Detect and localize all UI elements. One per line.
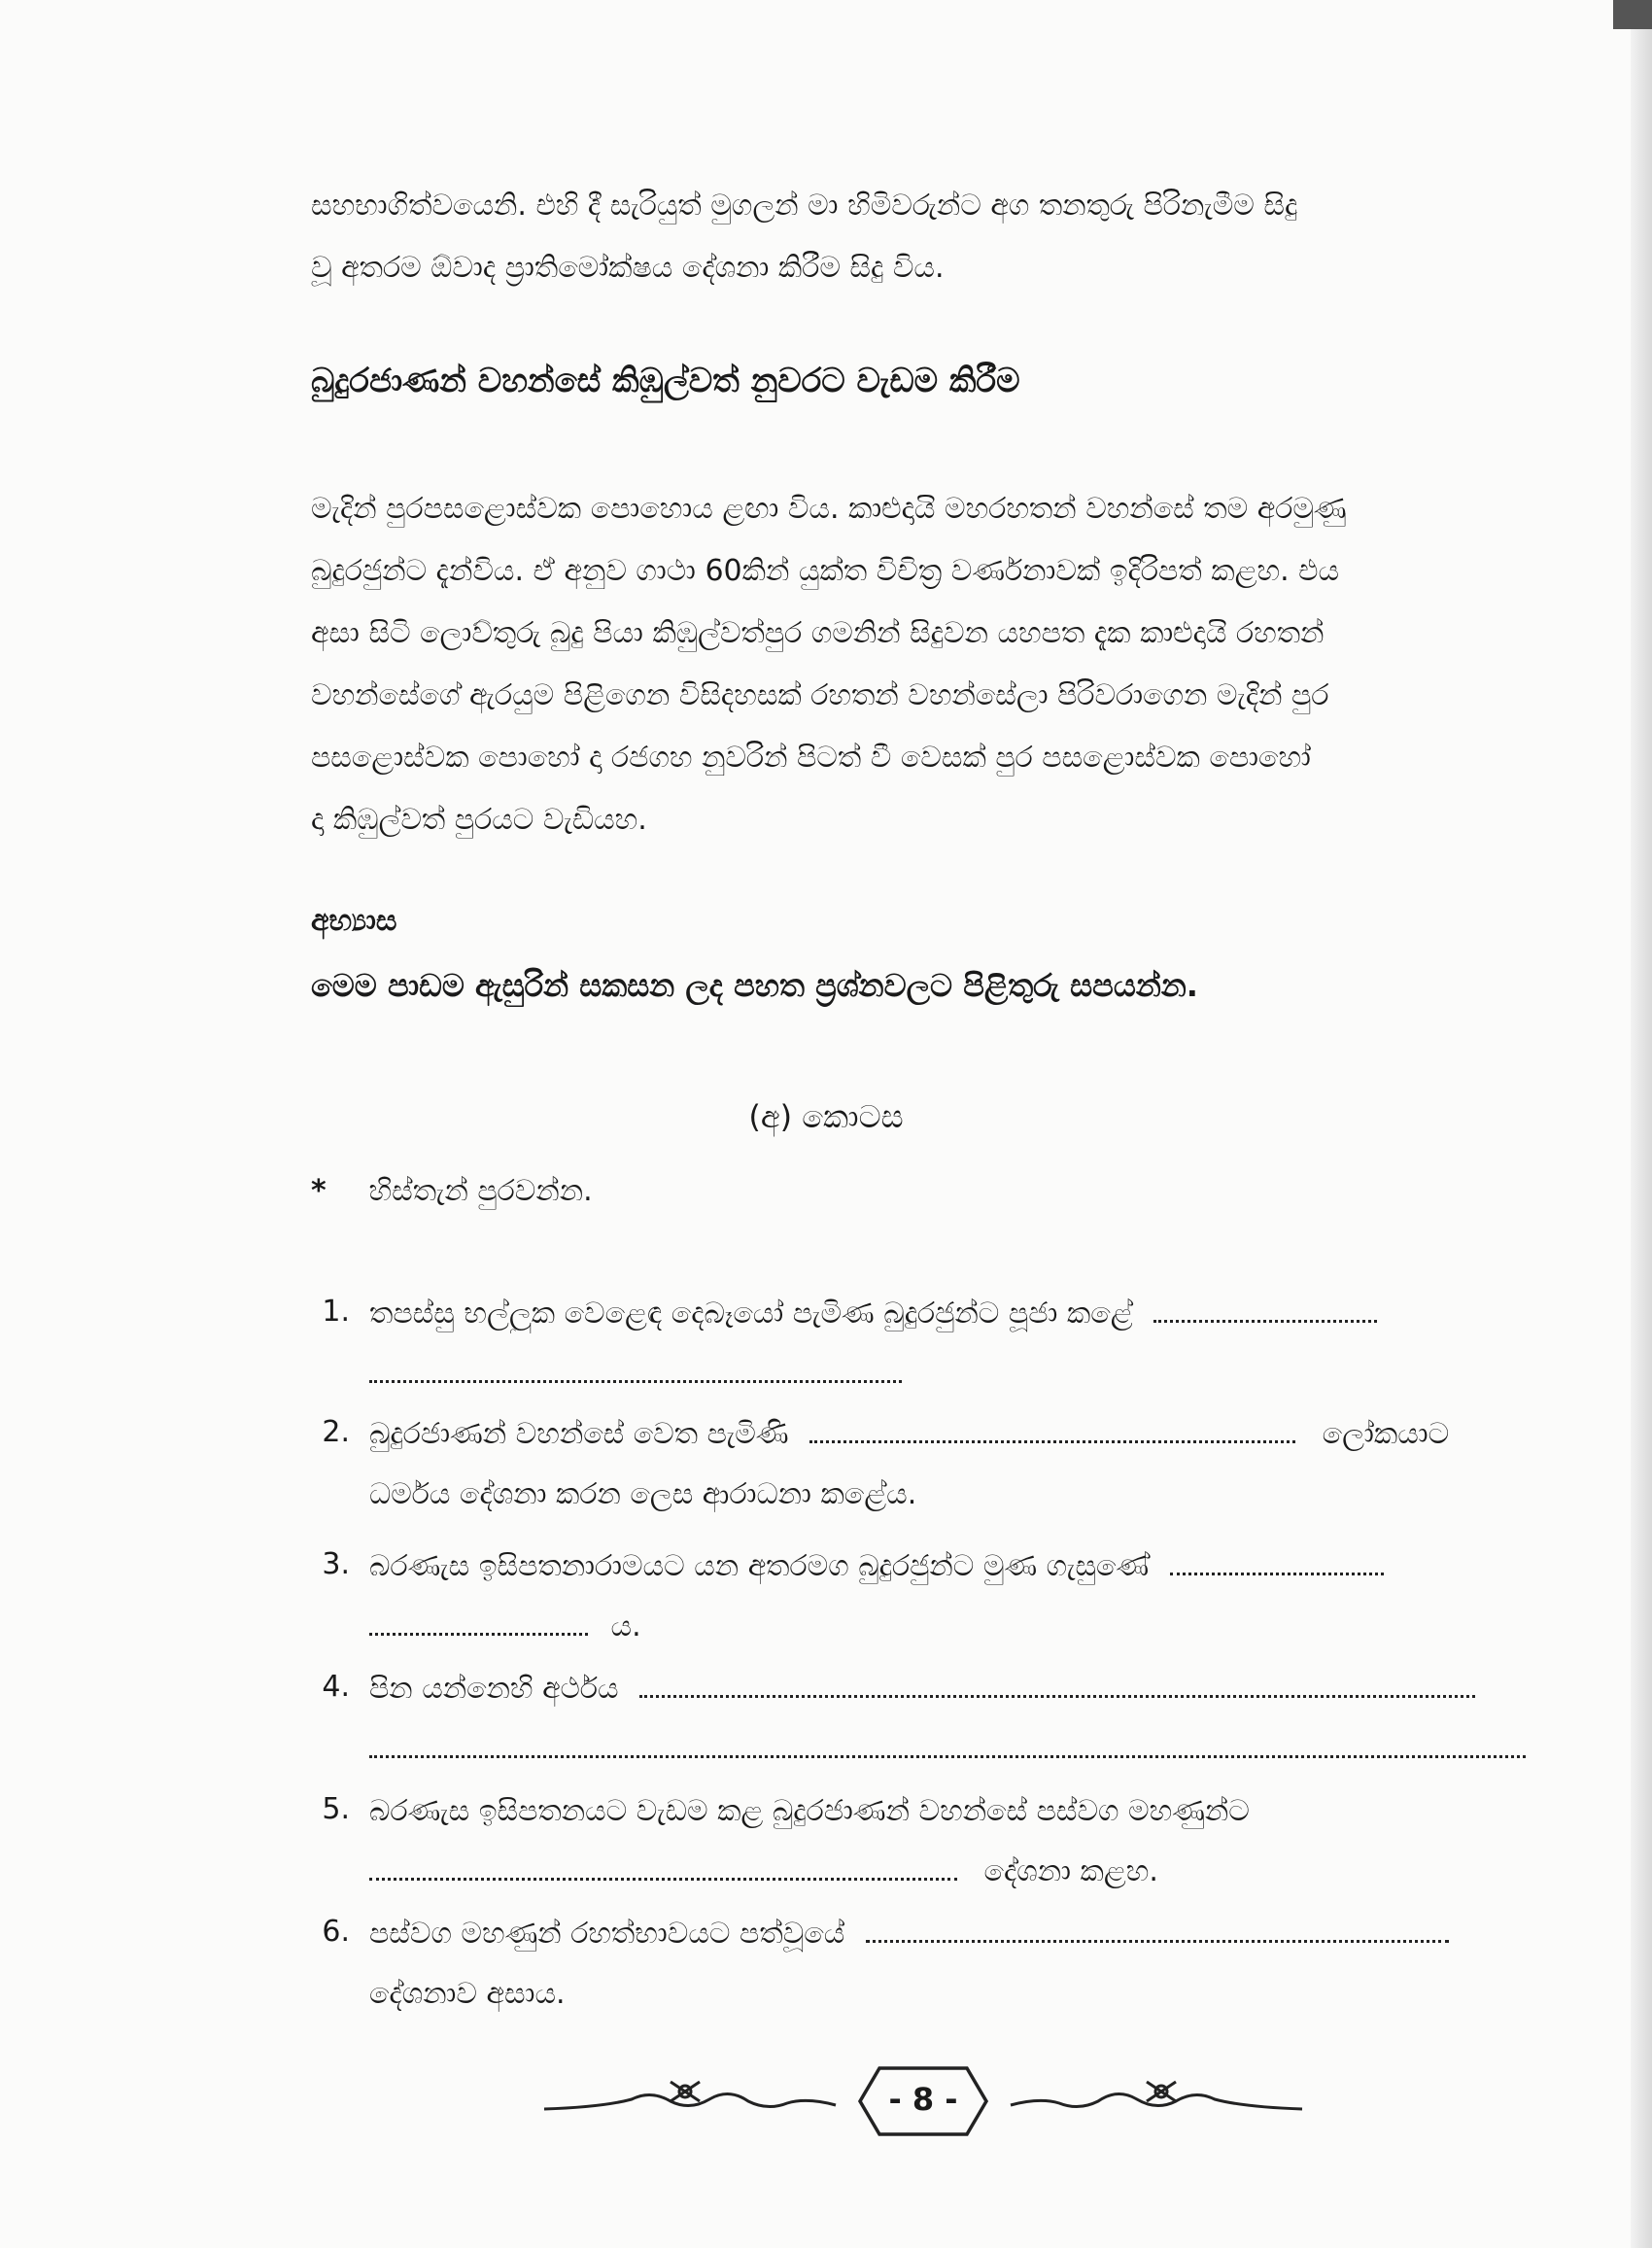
paragraph-line: දා කිඹුල්වත් පුරයට වැඩියහ. bbox=[311, 803, 647, 837]
question-text-after: දේශනා කළහ. bbox=[983, 1854, 1158, 1888]
answer-blank[interactable] bbox=[1153, 1295, 1377, 1323]
answer-blank[interactable] bbox=[369, 1355, 902, 1383]
question-text: ධර්මය දේශනා කරන ලෙස ආරාධනා කළේය. bbox=[369, 1477, 917, 1511]
answer-blank[interactable] bbox=[639, 1670, 1475, 1698]
question-text: දේශනාව අසාය. bbox=[369, 1977, 566, 2011]
page-number: - 8 - bbox=[888, 2081, 958, 2118]
answer-blank[interactable] bbox=[866, 1915, 1449, 1943]
bullet-star: * bbox=[311, 1174, 327, 1208]
answer-blank[interactable] bbox=[369, 1608, 588, 1636]
question-3 bbox=[311, 1547, 1535, 1654]
paragraph-line: වූ අතරම ඕවාද ප්‍රාතිමෝක්ෂය දේශනා කිරීම සිදු විය. bbox=[311, 251, 945, 285]
answer-blank[interactable] bbox=[809, 1415, 1295, 1443]
question-number: 5. bbox=[322, 1792, 350, 1826]
fill-instruction bbox=[311, 1174, 1531, 1208]
intro-paragraph bbox=[311, 175, 1531, 299]
fill-instruction-text: හිස්තැන් පුරවන්න. bbox=[368, 1174, 593, 1208]
question-text: බුදුරජාණන් වහන්සේ වෙත පැමිණි bbox=[369, 1417, 789, 1451]
paragraph-line: අසා සිටි ලොව්තුරු බුදු පියා කිඹුල්වත්පුර ගමනින් සිදුවන යහපත දැක කාළුදායි රහතන් bbox=[311, 616, 1325, 650]
part-heading: (අ) කොටස bbox=[748, 1098, 904, 1135]
question-number: 4. bbox=[322, 1670, 350, 1704]
exercise-label: අභ්‍යාස bbox=[311, 904, 397, 938]
answer-blank[interactable] bbox=[1170, 1547, 1384, 1575]
question-5 bbox=[311, 1792, 1535, 1899]
question-number: 1. bbox=[322, 1295, 350, 1329]
question-number: 3. bbox=[322, 1547, 350, 1581]
paragraph-line: බුදුරජුන්ට දැන්විය. ඒ අනුව ගාථා 60කින් යුක්ත විචිත්‍ර වර්ණනාවක් ඉදිරිපත් කළහ. එය bbox=[311, 554, 1340, 588]
question-text: බරණැස ඉසිපතනාරාමයට යන අතරමග බුදුරජුන්ට මුණ ගැසුණේ bbox=[369, 1549, 1150, 1583]
body-paragraph bbox=[311, 478, 1531, 851]
paragraph-line: පසළොස්වක පොහෝ දා රජගහ නුවරින් පිටත් වී වෙසක් පුර පසළොස්වක පොහෝ bbox=[311, 741, 1311, 775]
section-heading: බුදුරජාණන් වහන්සේ කිඹුල්වත් නුවරට වැඩම කිරීම bbox=[311, 362, 1020, 400]
question-text-after: ලෝකයාට bbox=[1322, 1417, 1450, 1451]
question-1 bbox=[311, 1295, 1535, 1401]
exercise-instruction: මෙම පාඩම ඇසුරින් සකසන ලද පහත ප්‍රශ්නවලට පිළිතුරු සපයන්න. bbox=[311, 967, 1198, 1004]
question-text: පින යන්නෙහි අර්ථය bbox=[369, 1672, 619, 1706]
answer-blank[interactable] bbox=[369, 1852, 957, 1881]
question-2 bbox=[311, 1415, 1535, 1522]
paragraph-line: සහභාගිත්වයෙනි. එහි දී සැරියුත් මුගලන් මා හිමිවරුන්ට අග තනතුරු පිරිනැමීම සිදු bbox=[311, 189, 1298, 223]
question-text: බරණැස ඉසිපතනයට වැඩම කළ බුදුරජාණන් වහන්සේ පස්වග මහණුන්ට bbox=[369, 1794, 1250, 1828]
paragraph-line: මැදින් පුරපසළොස්වක පොහොය ළඟා විය. කාළුදායි මහරහතන් වහන්සේ තම අරමුණු bbox=[311, 492, 1347, 526]
question-6 bbox=[311, 1915, 1535, 2022]
scan-corner bbox=[1613, 0, 1652, 29]
question-text: තපස්සු භල්ලුක වෙළෙඳ දෙබෑයෝ පැමිණ බුදුරජුන්ට පූජා කළේ bbox=[369, 1297, 1133, 1331]
question-text: පස්වග මහණුන් රහත්භාවයට පත්වූයේ bbox=[369, 1917, 845, 1951]
question-4 bbox=[311, 1670, 1535, 1777]
paragraph-line: වහන්සේගේ ඇරයුම පිළිගෙන විසිදහසක් රහතන් වහන්සේලා පිරිවරාගෙන මැදින් පුර bbox=[311, 678, 1329, 712]
question-text-after: ය. bbox=[610, 1609, 641, 1643]
question-number: 6. bbox=[322, 1915, 350, 1949]
answer-blank[interactable] bbox=[369, 1730, 1526, 1758]
page-footer bbox=[525, 2060, 1322, 2148]
question-number: 2. bbox=[322, 1415, 350, 1449]
